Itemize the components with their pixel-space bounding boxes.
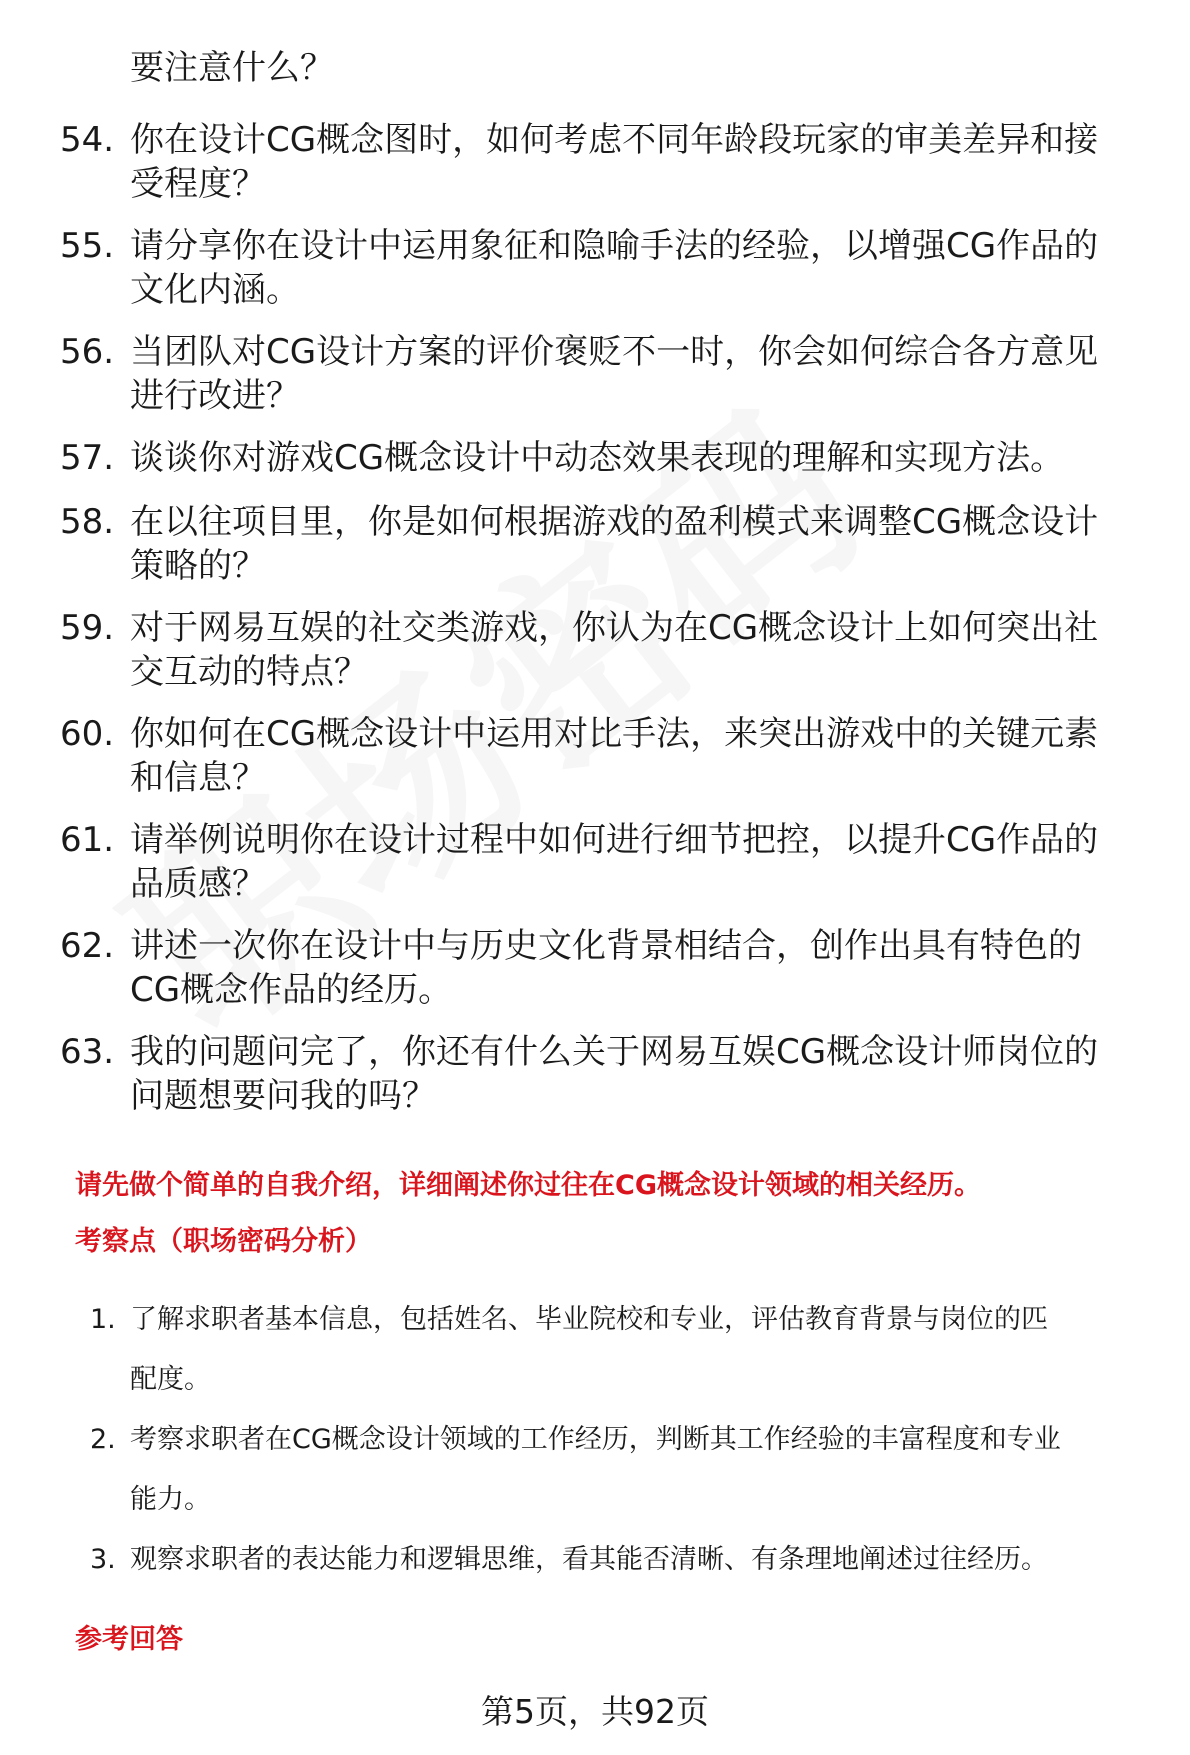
question-line: 受程度？ <box>130 164 266 204</box>
question-item <box>60 606 1170 696</box>
section-question: 请先做个简单的自我介绍，详细阐述你过往在CG概念设计领域的相关经历。 <box>75 1170 981 1201</box>
question-number: 58. <box>60 502 115 542</box>
point-text <box>130 1410 1190 1530</box>
question-number: 60. <box>60 714 115 754</box>
point-line: 观察求职者的表达能力和逻辑思维，看其能否清晰、有条理地阐述过往经历。 <box>130 1544 1048 1575</box>
point-number: 3. <box>90 1544 116 1575</box>
question-text <box>130 606 1190 694</box>
point-number: 2. <box>90 1424 116 1455</box>
question-text <box>130 436 1190 480</box>
question-number: 56. <box>60 332 115 372</box>
question-text <box>130 330 1190 418</box>
question-line: 进行改进？ <box>130 376 300 416</box>
question-line: 当团队对CG设计方案的评价褒贬不一时，你会如何综合各方意见 <box>130 332 1099 372</box>
question-text <box>130 118 1190 206</box>
question-item <box>60 118 1170 208</box>
question-line: 你在设计CG概念图时，如何考虑不同年龄段玩家的审美差异和接 <box>130 120 1099 160</box>
question-text <box>130 224 1190 312</box>
question-item <box>60 712 1170 802</box>
question-text <box>130 818 1190 906</box>
question-number: 55. <box>60 226 115 266</box>
points-heading: 考察点（职场密码分析） <box>75 1226 372 1257</box>
question-number: 62. <box>60 926 115 966</box>
question-line: 和信息？ <box>130 758 266 798</box>
question-line: 讲述一次你在设计中与历史文化背景相结合，创作出具有特色的 <box>130 926 1082 966</box>
point-line: 了解求职者基本信息，包括姓名、毕业院校和专业，评估教育背景与岗位的匹 <box>130 1304 1048 1335</box>
point-item <box>90 1410 1180 1530</box>
answer-heading: 参考回答 <box>75 1624 183 1655</box>
question-line: 品质感？ <box>130 864 266 904</box>
point-line: 配度。 <box>130 1364 211 1395</box>
point-text <box>130 1530 1190 1590</box>
question-line: 谈谈你对游戏CG概念设计中动态效果表现的理解和实现方法。 <box>130 438 1065 478</box>
question-number: 63. <box>60 1032 115 1072</box>
question-line: 请举例说明你在设计过程中如何进行细节把控，以提升CG作品的 <box>130 820 1099 860</box>
question-line: 文化内涵。 <box>130 270 300 310</box>
question-number: 57. <box>60 438 115 478</box>
question-item <box>60 500 1170 590</box>
question-item <box>60 924 1170 1014</box>
question-number: 59. <box>60 608 115 648</box>
question-line: 对于网易互娱的社交类游戏，你认为在CG概念设计上如何突出社 <box>130 608 1099 648</box>
point-item <box>90 1290 1180 1410</box>
question-line: 在以往项目里，你是如何根据游戏的盈利模式来调整CG概念设计 <box>130 502 1099 542</box>
question-line: 你如何在CG概念设计中运用对比手法，来突出游戏中的关键元素 <box>130 714 1099 754</box>
point-item <box>90 1530 1180 1650</box>
question-line: 策略的？ <box>130 546 266 586</box>
question-text <box>130 924 1190 1012</box>
point-number: 1. <box>90 1304 116 1335</box>
question-item <box>60 818 1170 908</box>
question-item <box>60 224 1170 314</box>
page-footer: 第5页，共92页 <box>481 1692 709 1731</box>
question-line: 请分享你在设计中运用象征和隐喻手法的经验，以增强CG作品的 <box>130 226 1099 266</box>
question-line: 我的问题问完了，你还有什么关于网易互娱CG概念设计师岗位的 <box>130 1032 1099 1072</box>
point-line: 能力。 <box>130 1484 211 1515</box>
question-number: 61. <box>60 820 115 860</box>
question-text <box>130 1030 1190 1118</box>
continuation-text: 要注意什么？ <box>130 48 334 88</box>
question-line: 问题想要问我的吗？ <box>130 1076 436 1116</box>
question-text <box>130 500 1190 588</box>
question-item <box>60 1030 1170 1120</box>
question-item <box>60 330 1170 420</box>
question-number: 54. <box>60 120 115 160</box>
question-text <box>130 712 1190 800</box>
question-line: CG概念作品的经历。 <box>130 970 453 1010</box>
question-line: 交互动的特点？ <box>130 652 368 692</box>
point-text <box>130 1290 1190 1410</box>
point-line: 考察求职者在CG概念设计领域的工作经历，判断其工作经验的丰富程度和专业 <box>130 1424 1061 1455</box>
